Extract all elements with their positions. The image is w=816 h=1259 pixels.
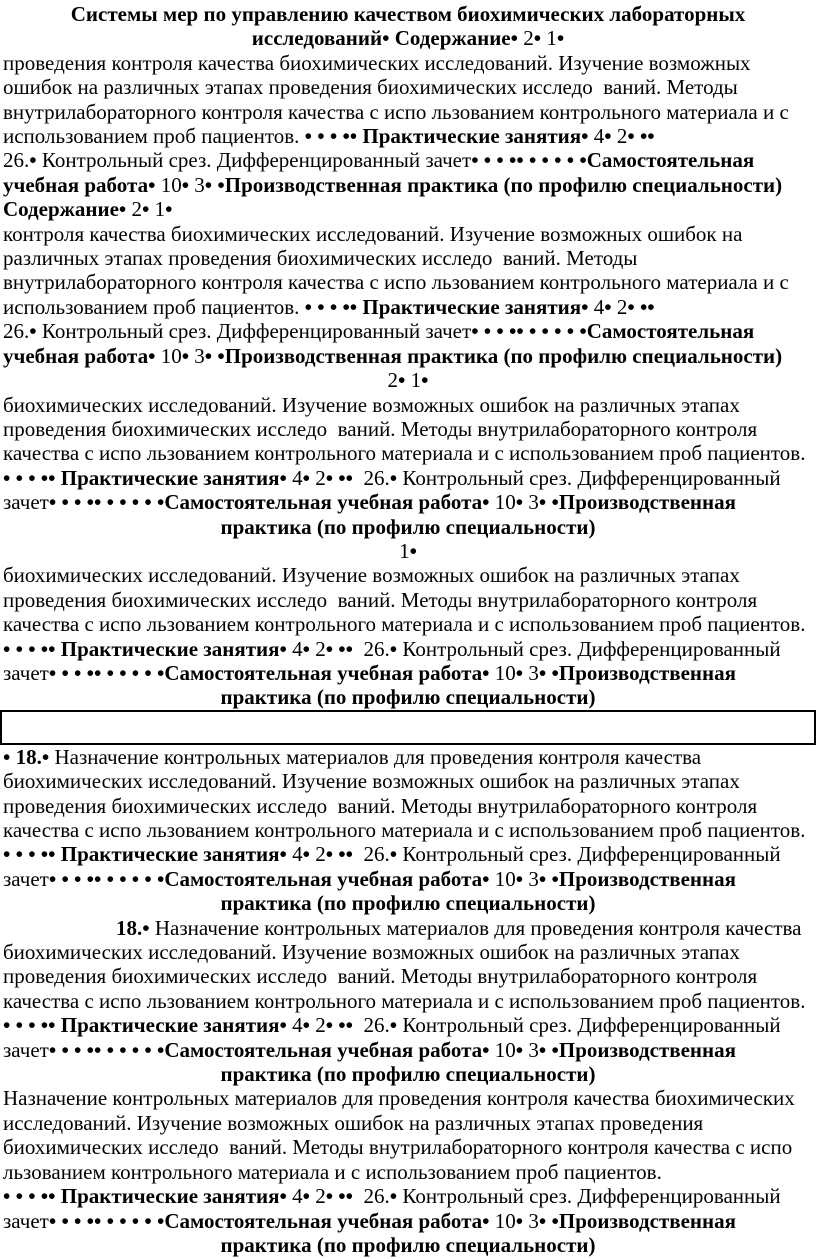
text-run: 3 xyxy=(523,1037,539,1062)
doc-line xyxy=(3,1160,813,1184)
text-run: зачет xyxy=(3,660,49,685)
bold-text-run: • xyxy=(204,343,213,368)
text-run: 2 xyxy=(126,197,143,222)
bold-text-run: • xyxy=(325,1184,334,1209)
bold-text-run: •• xyxy=(338,636,354,661)
doc-line xyxy=(3,197,813,221)
doc-line xyxy=(3,441,813,465)
bold-text-run: • xyxy=(421,368,429,393)
doc-line xyxy=(3,867,813,891)
bold-text-run: •Производственная практика (по профилю специальности) xyxy=(217,343,783,368)
text-run: проведения контроля качества биохимических исследований. Изучение возможных xyxy=(3,50,751,75)
text-run: 10 xyxy=(489,660,516,685)
doc-line xyxy=(3,1233,813,1257)
bold-text-run: • • • •• Практические занятия• xyxy=(3,1013,287,1038)
text-run: качества с испо льзованием контрольного материала и с использованием проб пациентов. xyxy=(3,612,806,637)
text-run: 3 xyxy=(189,343,205,368)
text-run: 4 xyxy=(286,1013,303,1038)
text-run: 3 xyxy=(523,1208,539,1233)
text-run: 3 xyxy=(523,866,539,891)
bold-text-run: • xyxy=(604,294,612,319)
doc-line xyxy=(3,891,813,915)
doc-line xyxy=(3,393,813,417)
bold-text-run: • xyxy=(515,1208,524,1233)
text-run: зачет xyxy=(3,1208,49,1233)
text-run: 26. xyxy=(3,148,30,173)
doc-line xyxy=(3,818,813,842)
bold-text-run: практика (по профилю специальности) xyxy=(220,1232,596,1257)
doc-line xyxy=(3,100,813,124)
text-run: проведения биохимических исследо ваний. Методы внутрилабораторного контроля xyxy=(3,416,758,441)
doc-line xyxy=(3,417,813,441)
text-run: 4 xyxy=(286,636,303,661)
bold-text-run: • xyxy=(302,636,310,661)
text-run: 4 xyxy=(286,1184,303,1209)
doc-line xyxy=(3,466,813,490)
doc-line xyxy=(3,173,813,197)
bold-text-run: • xyxy=(181,172,190,197)
bold-text-run: •Производственная xyxy=(551,490,736,515)
doc-line xyxy=(3,588,813,612)
bold-text-run: исследований• Содержание• xyxy=(251,26,518,51)
bold-text-run: •• xyxy=(338,465,354,490)
doc-line xyxy=(3,1062,813,1086)
text-run: биохимических исследований. Изучение возможных ошибок на различных этапах xyxy=(3,769,740,794)
text-run: внутрилабораторного контроля качества с испо льзованием контрольного материала и с xyxy=(3,270,789,295)
doc-line xyxy=(3,26,813,50)
doc-line xyxy=(3,1135,813,1159)
text-run: качества с испо льзованием контрольного материала и с использованием проб пациентов. xyxy=(3,988,806,1013)
text-run: 2 xyxy=(387,368,399,393)
text-run: 2 xyxy=(309,1184,326,1209)
bold-text-run: •• xyxy=(338,842,354,867)
text-run: 3 xyxy=(189,172,205,197)
bold-text-run: учебная работа• xyxy=(3,172,156,197)
bold-text-run: практика (по профилю специальности) xyxy=(220,514,596,539)
bold-text-run: • • • •• • • • • •Самостоятельная xyxy=(471,319,755,344)
doc-line xyxy=(3,148,813,172)
doc-line xyxy=(3,940,813,964)
doc-line xyxy=(3,2,813,26)
text-run: проведения биохимических исследо ваний. Методы внутрилабораторного контроля xyxy=(3,964,758,989)
text-run: 2 xyxy=(309,465,326,490)
text-run: 1 xyxy=(399,538,410,563)
text-run: Контрольный срез. Дифференцированный xyxy=(397,636,781,661)
bold-text-run: •• xyxy=(639,124,655,149)
doc-line xyxy=(3,124,813,148)
doc-line xyxy=(3,539,813,563)
text-run: использованием проб пациентов. xyxy=(3,124,305,149)
text-run: 26. xyxy=(353,1013,390,1038)
doc-line xyxy=(3,1209,813,1233)
bold-text-run: • xyxy=(302,1184,310,1209)
text-run: проведения биохимических исследо ваний. Методы внутрилабораторного контроля xyxy=(3,587,758,612)
bold-text-run: • xyxy=(325,1013,334,1038)
bold-text-run: • xyxy=(302,842,310,867)
bold-text-run: • 18.• xyxy=(3,744,50,769)
bold-text-run: • xyxy=(181,343,190,368)
text-run: зачет xyxy=(3,490,49,515)
bold-text-run: •Производственная xyxy=(551,1208,736,1233)
bold-text-run: •• xyxy=(639,294,655,319)
bold-text-run: • xyxy=(515,490,524,515)
text-run: Контрольный срез. Дифференцированный xyxy=(397,465,781,490)
text-run: льзованием контрольного материала и с использованием проб пациентов. xyxy=(3,1159,662,1184)
bold-text-run: • xyxy=(627,124,635,149)
doc-line xyxy=(3,319,813,343)
document-body xyxy=(3,2,813,1257)
bold-text-run: • • • •• • • • • •Самостоятельная учебная работа• xyxy=(48,866,490,891)
bold-text-run: • xyxy=(389,636,398,661)
doc-line xyxy=(3,490,813,514)
doc-line xyxy=(3,368,813,392)
bold-text-run: • • • •• • • • • •Самостоятельная xyxy=(471,148,755,173)
bold-text-run: • • • •• • • • • •Самостоятельная учебная работа• xyxy=(48,490,490,515)
text-run: Назначение контрольных материалов для проведения контроля качества xyxy=(49,744,702,769)
text-run: 26. xyxy=(353,465,390,490)
text-run: проведения биохимических исследо ваний. Методы внутрилабораторного контроля xyxy=(3,793,758,818)
bold-text-run: • xyxy=(29,319,37,344)
text-run: 26. xyxy=(353,842,390,867)
doc-line xyxy=(3,222,813,246)
text-run: внутрилабораторного контроля качества с испо льзованием контрольного материала и с xyxy=(3,99,789,124)
bold-text-run: • xyxy=(538,866,547,891)
doc-line xyxy=(3,563,813,587)
bold-text-run: • xyxy=(604,124,612,149)
text-run: Назначение контрольных материалов для проведения контроля качества биохимических xyxy=(3,1086,795,1111)
bold-text-run: • xyxy=(302,1013,310,1038)
text-run: 26. xyxy=(3,319,30,344)
bold-text-run: •Производственная xyxy=(551,1037,736,1062)
text-run: 1 xyxy=(405,368,422,393)
bold-text-run: • • • •• • • • • •Самостоятельная учебная работа• xyxy=(48,1208,490,1233)
text-run: контроля качества биохимических исследований. Изучение возможных ошибок на xyxy=(3,221,743,246)
text-run: 26. xyxy=(353,1184,390,1209)
bold-text-run: • xyxy=(389,842,398,867)
text-run: 10 xyxy=(489,1037,516,1062)
bold-text-run: учебная работа• xyxy=(3,343,156,368)
bold-text-run: • xyxy=(389,1184,398,1209)
doc-line xyxy=(3,1013,813,1037)
bold-text-run: • xyxy=(204,172,213,197)
text-run: 26. xyxy=(353,636,390,661)
bold-text-run: практика (по профилю специальности) xyxy=(220,891,596,916)
bold-text-run: • xyxy=(409,538,417,563)
empty-table-row xyxy=(0,710,816,745)
text-run: биохимических исследо ваний. Методы внутрилабораторного контроля качества с испо xyxy=(3,1135,793,1160)
bold-text-run: •Производственная xyxy=(551,660,736,685)
bold-text-run: • xyxy=(556,26,565,51)
text-run: ошибок на различных этапах проведения биохимических исследо ваний. Методы xyxy=(3,75,738,100)
text-run: 2 xyxy=(517,26,534,51)
bold-text-run: • xyxy=(142,197,150,222)
text-run: зачет xyxy=(3,866,49,891)
bold-text-run: • xyxy=(515,866,524,891)
text-run: биохимических исследований. Изучение возможных ошибок на различных этапах xyxy=(3,563,740,588)
doc-line xyxy=(3,246,813,270)
bold-text-run: •• xyxy=(338,1184,354,1209)
bold-text-run: • xyxy=(627,294,635,319)
text-run: 4 xyxy=(286,465,303,490)
bold-text-run: практика (по профилю специальности) xyxy=(220,1062,596,1087)
text-run: Назначение контрольных материалов для проведения контроля качества xyxy=(149,915,802,940)
doc-line xyxy=(3,1038,813,1062)
text-run: биохимических исследований. Изучение возможных ошибок на различных этапах xyxy=(3,940,740,965)
bold-text-run: • xyxy=(325,636,334,661)
bold-text-run: • • • •• Практические занятия• xyxy=(304,124,589,149)
bold-text-run: •• xyxy=(338,1013,354,1038)
text-run: использованием проб пациентов. xyxy=(3,294,305,319)
bold-text-run: • xyxy=(515,660,524,685)
bold-text-run: • xyxy=(515,1037,524,1062)
doc-line xyxy=(3,1111,813,1135)
bold-text-run: • xyxy=(538,490,547,515)
doc-line xyxy=(3,842,813,866)
doc-line xyxy=(3,270,813,294)
bold-text-run: практика (по профилю специальности) xyxy=(220,685,596,710)
doc-line xyxy=(3,612,813,636)
text-run: 1 xyxy=(149,197,166,222)
text-run: Контрольный срез. Дифференцированный зачет xyxy=(36,319,472,344)
bold-text-run: • xyxy=(389,465,398,490)
bold-text-run: • xyxy=(398,368,406,393)
doc-line xyxy=(3,344,813,368)
doc-line xyxy=(3,51,813,75)
bold-text-run: • xyxy=(538,660,547,685)
doc-line xyxy=(3,515,813,539)
bold-text-run: • • • •• • • • • •Самостоятельная учебная работа• xyxy=(48,660,490,685)
bold-text-run: • • • •• • • • • •Самостоятельная учебная работа• xyxy=(48,1037,490,1062)
text-run: 10 xyxy=(489,866,516,891)
doc-line xyxy=(3,745,813,769)
text-run: 10 xyxy=(155,343,182,368)
bold-text-run: • xyxy=(325,842,334,867)
text-run: биохимических исследований. Изучение возможных ошибок на различных этапах xyxy=(3,392,740,417)
text-run: 2 xyxy=(611,124,628,149)
bold-text-run: • xyxy=(302,465,310,490)
text-run: 3 xyxy=(523,660,539,685)
text-run: Контрольный срез. Дифференцированный зачет xyxy=(36,148,472,173)
doc-line xyxy=(3,964,813,988)
doc-line xyxy=(3,661,813,685)
bold-text-run: • • • •• Практические занятия• xyxy=(3,842,287,867)
text-run: 4 xyxy=(286,842,303,867)
bold-text-run: • • • •• Практические занятия• xyxy=(3,1184,287,1209)
bold-text-run: Системы мер по управлению качеством биохимических лабораторных xyxy=(70,2,746,26)
doc-line xyxy=(3,769,813,793)
text-run: зачет xyxy=(3,1037,49,1062)
bold-text-run: 18.• xyxy=(116,915,150,940)
doc-line xyxy=(3,75,813,99)
doc-line xyxy=(3,916,813,940)
text-run: 2 xyxy=(309,842,326,867)
text-run: 2 xyxy=(309,636,326,661)
text-run: 2 xyxy=(309,1013,326,1038)
text-run: 10 xyxy=(155,172,182,197)
bold-text-run: Содержание• xyxy=(3,197,127,222)
doc-line xyxy=(3,794,813,818)
doc-line xyxy=(3,637,813,661)
text-run: 2 xyxy=(611,294,628,319)
text-run: 10 xyxy=(489,490,516,515)
text-run: Контрольный срез. Дифференцированный xyxy=(397,1013,781,1038)
text-run: различных этапах проведения биохимических исследо ваний. Методы xyxy=(3,246,638,271)
bold-text-run: • • • •• Практические занятия• xyxy=(3,636,287,661)
text-run: Контрольный срез. Дифференцированный xyxy=(397,842,781,867)
doc-line xyxy=(3,1086,813,1110)
text-run: 4 xyxy=(588,124,605,149)
doc-line xyxy=(3,295,813,319)
bold-text-run: • • • •• Практические занятия• xyxy=(3,465,287,490)
text-run: качества с испо льзованием контрольного материала и с использованием проб пациентов. xyxy=(3,441,806,466)
bold-text-run: • xyxy=(538,1037,547,1062)
bold-text-run: • • • •• Практические занятия• xyxy=(304,294,589,319)
text-run: 3 xyxy=(523,490,539,515)
text-run: исследований. Изучение возможных ошибок на различных этапах проведения xyxy=(3,1110,704,1135)
text-run: Контрольный срез. Дифференцированный xyxy=(397,1184,781,1209)
bold-text-run: •Производственная xyxy=(551,866,736,891)
text-run: качества с испо льзованием контрольного материала и с использованием проб пациентов. xyxy=(3,818,806,842)
bold-text-run: • xyxy=(165,197,173,222)
doc-line xyxy=(3,685,813,709)
bold-text-run: •Производственная практика (по профилю специальности) xyxy=(217,172,783,197)
doc-line xyxy=(3,989,813,1013)
text-run: 4 xyxy=(588,294,605,319)
bold-text-run: • xyxy=(29,148,37,173)
text-run: 10 xyxy=(489,1208,516,1233)
bold-text-run: • xyxy=(533,26,542,51)
text-run: 1 xyxy=(541,26,557,51)
bold-text-run: • xyxy=(538,1208,547,1233)
bold-text-run: • xyxy=(389,1013,398,1038)
doc-line xyxy=(3,1184,813,1208)
bold-text-run: • xyxy=(325,465,334,490)
